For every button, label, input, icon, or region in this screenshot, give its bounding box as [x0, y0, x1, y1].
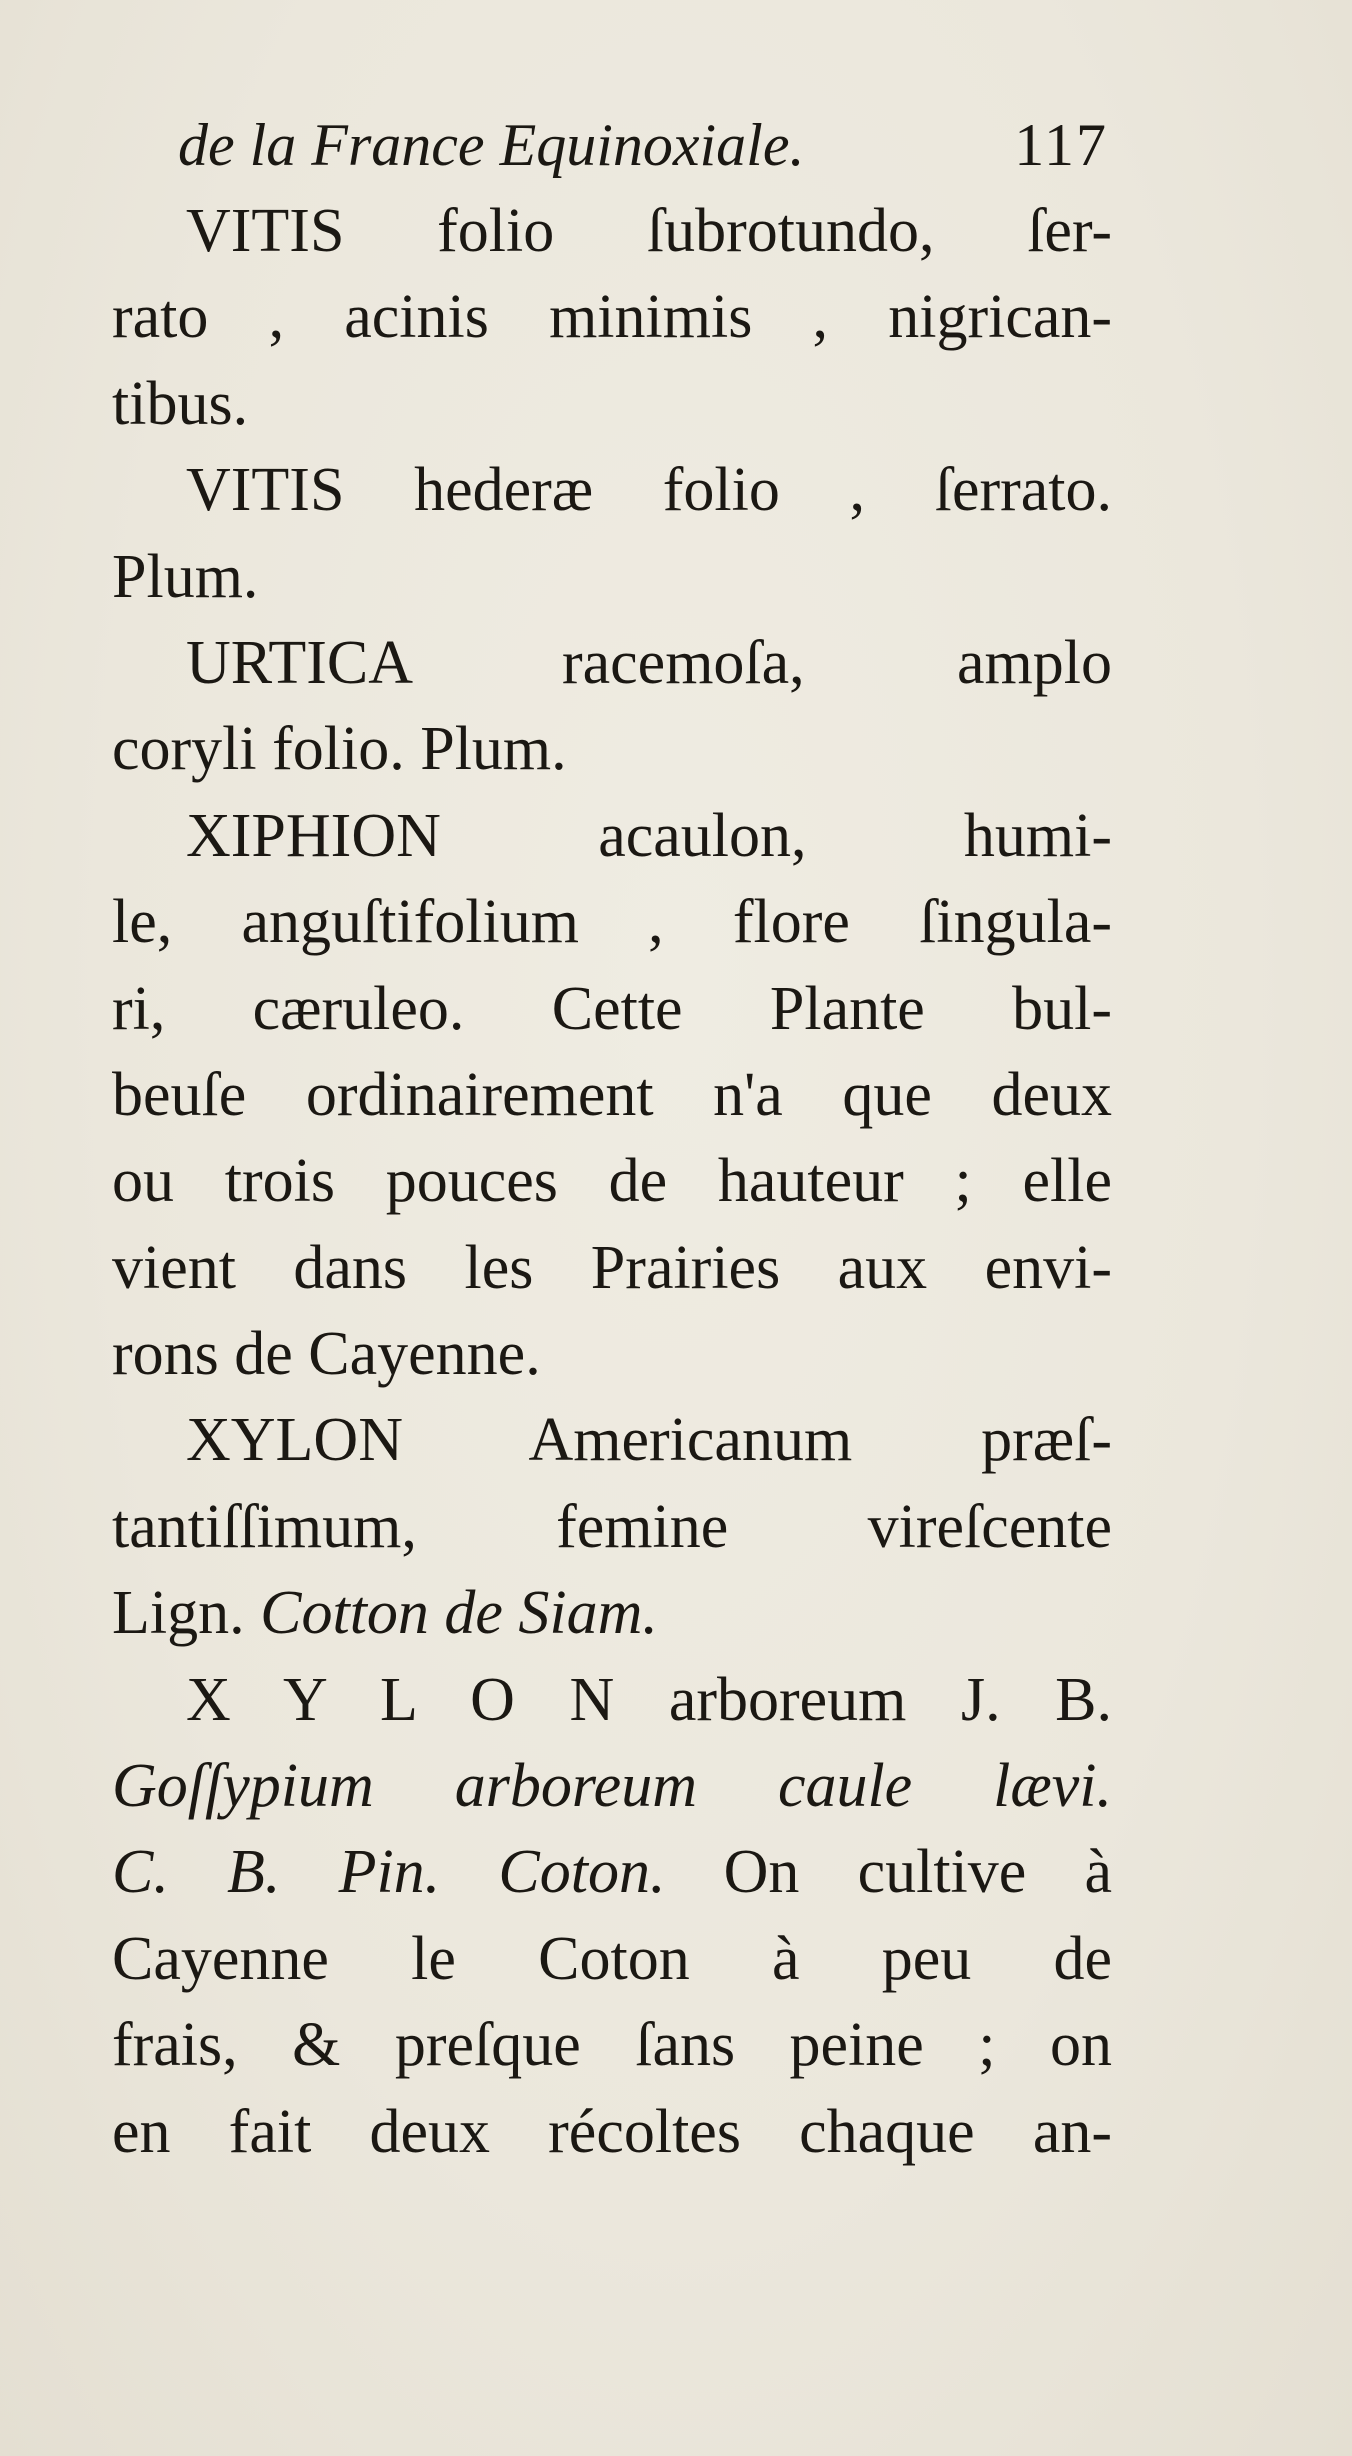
italic-text: Goſſypium arboreum caule lævi. — [112, 1752, 1112, 1821]
text-line: URTICA racemoſa, amplo — [186, 628, 1112, 697]
text-line: VITIS folio ſubrotundo, ſer- — [186, 197, 1112, 265]
text-line: beuſe ordinairement n'a que deux — [112, 1060, 1112, 1129]
text-line: Lign. Cotton de Siam. — [112, 1579, 658, 1648]
text-line: VITIS hederæ folio , ſerrato. — [186, 456, 1112, 525]
text-line — [112, 1743, 1112, 1829]
italic-text: Cotton de Siam. — [260, 1579, 658, 1648]
text-line: ri, cæruleo. Cette Plante bul- — [112, 974, 1112, 1043]
page-number: 117 — [1014, 112, 1108, 178]
text-line: rons de Cayenne. — [112, 1320, 541, 1389]
text-line: C. B. Pin. Coton. On cultive à — [112, 1838, 1112, 1907]
page-header — [178, 105, 1108, 185]
text-line: XIPHION acaulon, humi- — [186, 801, 1112, 870]
text-line: Cayenne le Coton à peu de — [112, 1924, 1112, 1993]
text-line: Plum. — [112, 542, 259, 611]
text-line: tantiſſimum, femine vireſcente — [112, 1492, 1112, 1561]
text-line: ou trois pouces de hauteur ; elle — [112, 1147, 1112, 1216]
text-line: rato , acinis minimis , nigrican- — [112, 283, 1112, 352]
italic-text: C. B. Pin. Coton. — [112, 1838, 666, 1907]
body-text — [112, 188, 1112, 2175]
text-line: coryli folio. Plum. — [112, 715, 567, 784]
text-line: en fait deux récoltes chaque an- — [112, 2097, 1112, 2166]
text-line: XYLON Americanum præſ- — [186, 1406, 1112, 1475]
text-line: X Y L O N arboreum J. B. — [186, 1665, 1112, 1734]
text-line: vient dans les Prairies aux envi- — [112, 1233, 1112, 1302]
text-line: frais, & preſque ſans peine ; on — [112, 2011, 1112, 2080]
text-line: le, anguſtifolium , flore ſingula- — [112, 888, 1112, 957]
text-line: tibus. — [112, 369, 249, 438]
running-title: de la France Equinoxiale. — [178, 112, 805, 178]
